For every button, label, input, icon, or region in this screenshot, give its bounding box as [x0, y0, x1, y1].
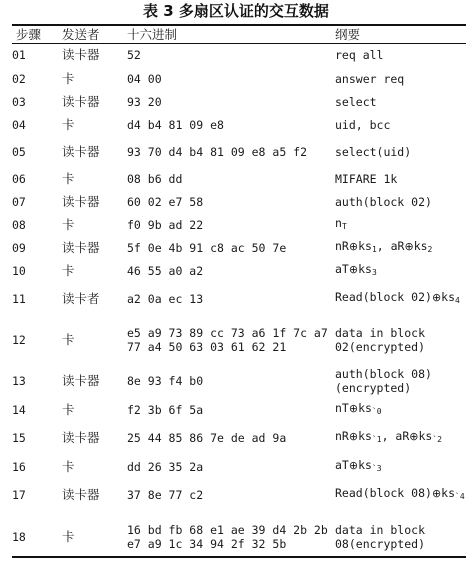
sender-cell: 读卡器	[62, 193, 100, 209]
sender-cell: 卡	[62, 70, 75, 86]
hex-cell: e5 a9 73 89 cc 73 a6 1f 7c a7 77 a4 50 63 03 61 62 21	[127, 326, 328, 354]
table-caption: 表 3 多扇区认证的交互数据	[143, 2, 329, 20]
table-row	[12, 478, 466, 512]
header-sender: 发送者	[62, 27, 100, 42]
step-cell: 02	[12, 71, 26, 86]
summary-cell: $nR\oplus ks_{`1}$, $aR\oplus ks_{`2}$	[335, 429, 442, 444]
step-cell: 04	[12, 117, 26, 132]
table-row	[12, 259, 466, 282]
summary-cell: auth(block 08) (encrypted)	[335, 367, 432, 395]
hex-cell: 93 20	[127, 94, 162, 109]
sender-cell: 卡	[62, 170, 75, 186]
step-cell: 05	[12, 144, 26, 159]
sender-cell: 读卡器	[62, 239, 100, 255]
hex-cell: 8e 93 f4 b0	[127, 374, 204, 388]
hex-cell: 04 00	[127, 71, 162, 86]
table-row	[12, 421, 466, 455]
sender-cell: 读卡器	[62, 373, 100, 388]
sender-cell: 卡	[62, 262, 75, 278]
step-cell: 03	[12, 94, 26, 109]
table-row	[12, 136, 466, 167]
summary-cell: answer req	[335, 71, 405, 86]
step-cell: 17	[12, 488, 26, 502]
hex-cell: 46 55 a0 a2	[127, 263, 204, 278]
table-row	[12, 398, 466, 421]
summary-cell: data in block 08(encrypted)	[335, 523, 426, 551]
step-cell: 18	[12, 530, 26, 544]
hex-cell: f2 3b 6f 5a	[127, 402, 204, 417]
table-row	[12, 236, 466, 259]
hex-cell: 52	[127, 48, 141, 62]
summary-cell: Read(block $08)\oplus ks_{`4}$	[335, 486, 465, 501]
summary-cell: select	[335, 94, 377, 109]
table-row	[12, 67, 466, 90]
summary-cell: auth(block 02)	[335, 194, 432, 209]
summary-cell: $aT\oplus ks_3$	[335, 261, 377, 277]
table-row	[12, 167, 466, 190]
hex-cell: f0 9b ad 22	[127, 217, 204, 232]
hex-cell: dd 26 35 2a	[127, 459, 204, 474]
summary-cell: $nT\oplus ks_{`0}$	[335, 400, 382, 416]
sender-cell: 读卡器	[62, 430, 100, 445]
hex-cell: d4 b4 81 09 e8	[127, 117, 224, 132]
sender-cell: 卡	[62, 458, 75, 474]
summary-cell: Read(block $02)\oplus ks_4$	[335, 290, 460, 305]
sender-cell: 读卡器	[62, 47, 100, 62]
table-row	[12, 512, 466, 562]
hex-cell: 37 8e 77 c2	[127, 488, 204, 502]
sender-cell: 卡	[62, 116, 75, 132]
step-cell: 15	[12, 431, 26, 445]
step-cell: 06	[12, 171, 26, 186]
sender-cell: 读卡器	[62, 93, 100, 109]
summary-cell: MIFARE 1k	[335, 171, 398, 186]
summary-cell: $n_T$	[335, 215, 347, 231]
sender-cell: 卡	[62, 529, 75, 544]
summary-cell: data in block 02(encrypted)	[335, 326, 426, 354]
step-cell: 14	[12, 402, 26, 417]
header-step: 步骤	[16, 27, 42, 42]
hex-cell: 08 b6 dd	[127, 171, 183, 186]
sender-cell: 读卡者	[62, 291, 100, 306]
table-row	[12, 213, 466, 236]
table-row	[12, 316, 466, 364]
summary-cell: uid, bcc	[335, 117, 391, 132]
step-cell: 12	[12, 333, 26, 347]
sender-cell: 卡	[62, 216, 75, 232]
sender-cell: 卡	[62, 332, 75, 347]
table-row	[12, 190, 466, 213]
table-row	[12, 455, 466, 478]
summary-cell: req all	[335, 48, 384, 62]
table-row	[12, 43, 466, 67]
step-cell: 07	[12, 194, 26, 209]
summary-cell: $nR\oplus ks_1$, $aR\oplus ks_2$	[335, 238, 433, 254]
step-cell: 16	[12, 459, 26, 474]
header-hex: 十六进制	[127, 27, 178, 42]
sender-cell: 读卡器	[62, 143, 100, 159]
step-cell: 13	[12, 374, 26, 388]
hex-cell: 25 44 85 86 7e de ad 9a	[127, 431, 287, 445]
interaction-data-table	[12, 25, 466, 562]
table-row	[12, 282, 466, 316]
sender-cell: 卡	[62, 401, 75, 417]
hex-cell: 93 70 d4 b4 81 09 e8 a5 f2	[127, 144, 308, 159]
step-cell: 11	[12, 292, 26, 306]
hex-cell: 5f 0e 4b 91 c8 ac 50 7e	[127, 240, 287, 255]
table-header-row	[12, 25, 466, 43]
step-cell: 01	[12, 48, 26, 62]
header-summary: 纲要	[335, 27, 361, 42]
table-row	[12, 90, 466, 113]
step-cell: 08	[12, 217, 26, 232]
step-cell: 09	[12, 240, 26, 255]
hex-cell: 60 02 e7 58	[127, 194, 204, 209]
table-row	[12, 364, 466, 398]
table-row	[12, 113, 466, 136]
hex-cell: a2 0a ec 13	[127, 292, 204, 306]
step-cell: 10	[12, 263, 26, 278]
hex-cell: 16 bd fb 68 e1 ae 39 d4 2b 2b e7 a9 1c 34 94 2f 32 5b	[127, 523, 328, 551]
sender-cell: 读卡器	[62, 487, 100, 502]
summary-cell: select(uid)	[335, 144, 412, 159]
summary-cell: $aT\oplus ks_{`3}$	[335, 457, 382, 473]
